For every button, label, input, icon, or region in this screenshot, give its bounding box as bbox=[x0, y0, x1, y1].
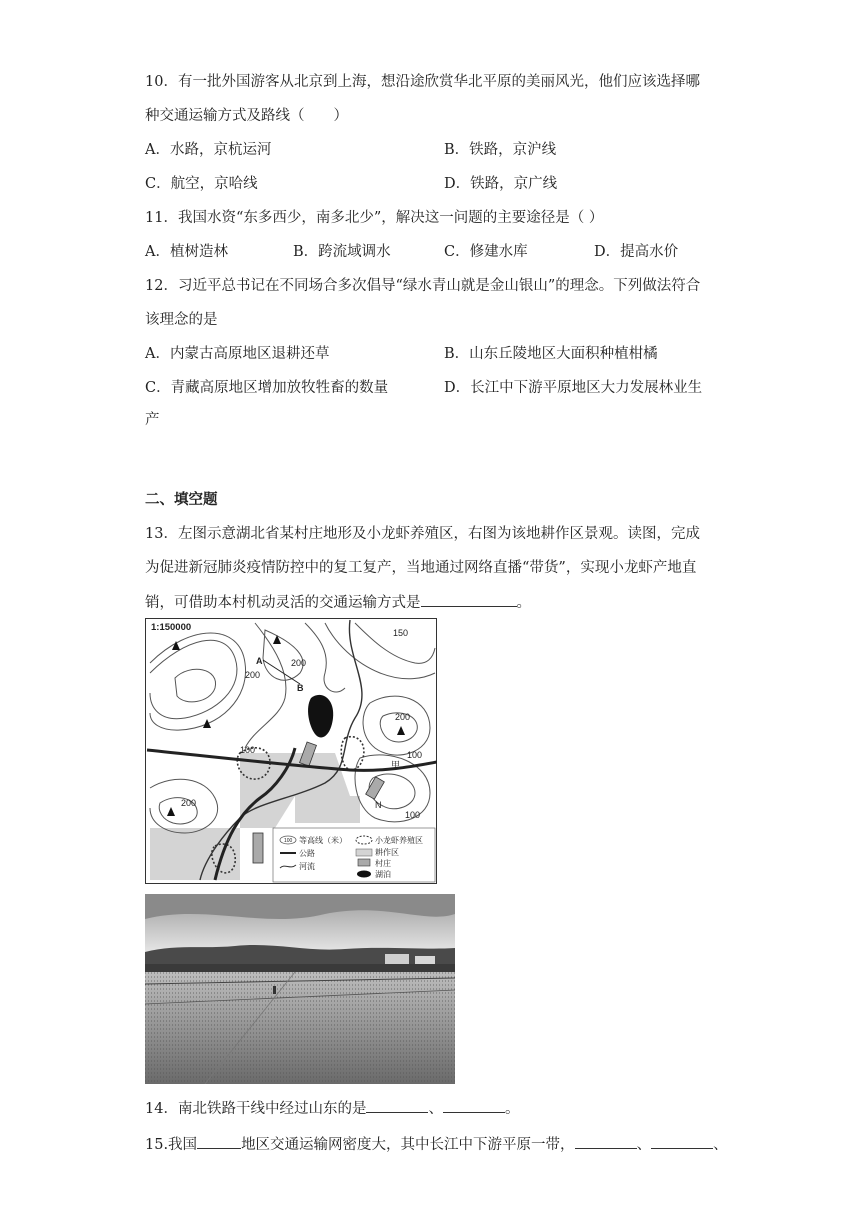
q12-line1: 12．习近平总书记在不同场合多次倡导“绿水青山就是金山银山”的理念。下列做法符合 bbox=[145, 278, 701, 294]
q14-blank-1[interactable] bbox=[366, 1098, 428, 1113]
q15-separator: 、 bbox=[636, 1137, 652, 1153]
farmland-area bbox=[150, 828, 240, 880]
q14-line bbox=[145, 1098, 519, 1119]
legend-road: 公路 bbox=[299, 849, 315, 858]
legend-village: 村庄 bbox=[375, 859, 391, 868]
q13-line3-end: 。 bbox=[516, 595, 531, 611]
q12-option-d[interactable]: D．长江中下游平原地区大力发展林业生 bbox=[444, 380, 703, 396]
contour-label: 200 bbox=[291, 658, 307, 668]
contour-label: 200 bbox=[395, 712, 411, 722]
legend-contour-sample: 100 bbox=[284, 838, 293, 844]
contour-label: 200 bbox=[181, 798, 197, 808]
legend-contour: 等高线（米） bbox=[299, 836, 347, 845]
legend-river: 河流 bbox=[299, 862, 315, 871]
village bbox=[253, 833, 263, 863]
q15-separator: 、 bbox=[713, 1137, 728, 1153]
section-heading: 二、填空题 bbox=[145, 492, 218, 508]
q14-text: 14．南北铁路干线中经过山东的是 bbox=[145, 1101, 367, 1117]
q11-option-a[interactable]: A．植树造林 bbox=[145, 244, 228, 260]
q13-line2: 为促进新冠肺炎疫情防控中的复工复产，当地通过网络直播“带货”，实现小龙虾产地直 bbox=[145, 560, 697, 576]
north-arrow: N bbox=[375, 800, 382, 810]
q12-line2: 该理念的是 bbox=[145, 312, 218, 328]
point-jia: 甲 bbox=[391, 760, 401, 770]
topographic-map bbox=[145, 618, 437, 884]
q14-separator: 、 bbox=[428, 1101, 443, 1117]
legend-farmland: 耕作区 bbox=[375, 848, 399, 857]
contour-label: 100 bbox=[405, 810, 421, 820]
q10-line2: 种交通运输方式及路线（ ） bbox=[145, 108, 348, 124]
q11-option-d[interactable]: D．提高水价 bbox=[594, 244, 679, 260]
legend-shrimp: 小龙虾养殖区 bbox=[375, 836, 423, 845]
q12-option-b[interactable]: B．山东丘陵地区大面积种植柑橘 bbox=[444, 346, 658, 362]
q15-text2: 地区交通运输网密度大，其中长江中下游平原一带， bbox=[241, 1137, 575, 1153]
q11-option-c[interactable]: C．修建水库 bbox=[444, 244, 528, 260]
q10-option-d[interactable]: D．铁路，京广线 bbox=[444, 176, 558, 192]
map-legend bbox=[273, 828, 435, 882]
q15-text1: 15.我国 bbox=[145, 1137, 198, 1153]
q11-text: 11．我国水资“东多西少，南多北少”，解决这一问题的主要途径是（ ） bbox=[145, 210, 604, 226]
q13-line3-text: 销，可借助本村机动灵活的交通运输方式是 bbox=[145, 595, 421, 611]
q13-answer-blank[interactable] bbox=[421, 592, 517, 607]
q13-line3 bbox=[145, 592, 531, 613]
q15-blank-2[interactable] bbox=[575, 1134, 637, 1149]
contour-label: 150 bbox=[393, 628, 409, 638]
q10-option-a[interactable]: A．水路，京杭运河 bbox=[145, 142, 272, 158]
q11-option-b[interactable]: B．跨流域调水 bbox=[293, 244, 391, 260]
q14-end: 。 bbox=[504, 1101, 520, 1117]
q12-option-c[interactable]: C．青藏高原地区增加放牧牲畜的数量 bbox=[145, 380, 389, 396]
map-scale: 1:150000 bbox=[151, 622, 192, 633]
contour-label: 100 bbox=[407, 750, 423, 760]
q10-option-b[interactable]: B．铁路，京沪线 bbox=[444, 142, 557, 158]
q13-line1: 13．左图示意湖北省某村庄地形及小龙虾养殖区，右图为该地耕作区景观。读图，完成 bbox=[145, 526, 700, 542]
q15-blank-1[interactable] bbox=[197, 1134, 241, 1149]
farmland-area bbox=[295, 796, 360, 823]
q15-line bbox=[145, 1134, 728, 1155]
legend-lake: 湖泊 bbox=[375, 870, 391, 879]
farmland-photo bbox=[145, 894, 455, 1084]
q14-blank-2[interactable] bbox=[443, 1098, 505, 1113]
q10-line1: 10．有一批外国游客从北京到上海，想沿途欣赏华北平原的美丽风光，他们应该选择哪 bbox=[145, 74, 700, 90]
q12-option-a[interactable]: A．内蒙古高原地区退耕还草 bbox=[145, 346, 330, 362]
contour-label: 200 bbox=[245, 670, 261, 680]
q15-blank-3[interactable] bbox=[651, 1134, 713, 1149]
q10-option-c[interactable]: C．航空，京哈线 bbox=[145, 176, 258, 192]
point-b: B bbox=[297, 683, 304, 693]
contour-label: 100 bbox=[240, 745, 256, 755]
q12-option-d-continued: 产 bbox=[145, 412, 160, 428]
point-a: A bbox=[256, 656, 263, 666]
